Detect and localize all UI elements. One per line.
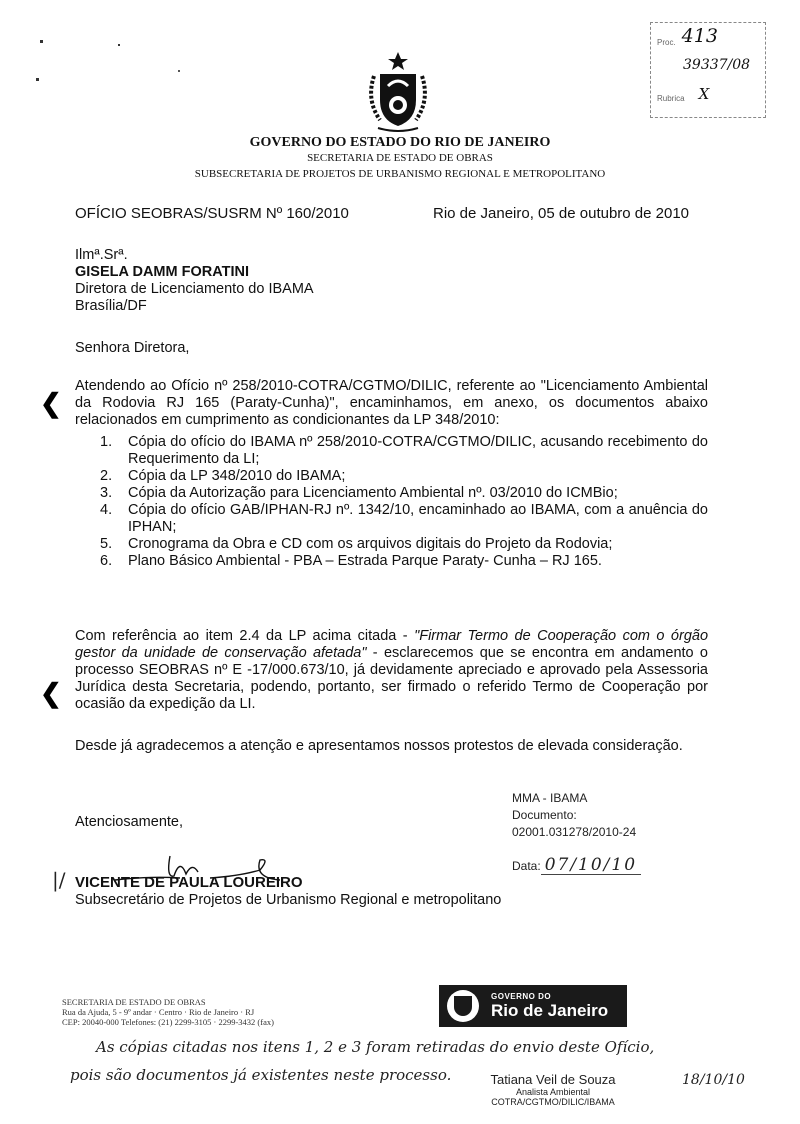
item-number: 3. — [100, 485, 113, 501]
footer-address-block — [62, 997, 274, 1027]
list-item — [100, 468, 708, 485]
stamp-row-proc — [657, 27, 759, 47]
item-text: Plano Básico Ambiental - PBA – Estrada Parque Paraty- Cunha – RJ 165. — [128, 553, 602, 569]
header-subsecretariat: SUBSECRETARIA DE PROJETOS DE URBANISMO REGIONAL E METROPOLITANO — [194, 168, 606, 180]
item-number: 1. — [100, 434, 113, 450]
receipt-doc-number: 02001.031278/2010-24 — [512, 825, 637, 839]
item-text: Cópia da LP 348/2010 do IBAMA; — [128, 468, 346, 484]
handwritten-note-line-1: As cópias citadas nos itens 1, 2 e 3 foram retiradas do envio deste Ofício, — [96, 1038, 655, 1056]
item-text: Cópia do ofício do IBAMA nº 258/2010-COTRA/CGTMO/DILIC, acusando recebimento do Requerimento da LI; — [128, 434, 708, 467]
paragraph-3: Desde já agradecemos a atenção e apresentamos nossos protestos de elevada consideração. — [75, 738, 683, 754]
recipient-title: Ilmª.Srª. — [75, 247, 128, 263]
recipient-location: Brasília/DF — [75, 298, 147, 314]
stamp-row-number — [657, 53, 759, 73]
paragraph-2-quote: "Firmar Termo de Cooperação com o órgão gestor da unidade de conservação afetada" — [75, 628, 709, 661]
stamp-row-rubrica — [657, 83, 759, 103]
scan-speck — [178, 70, 180, 72]
recipient-block — [75, 247, 314, 315]
protocol-stamp — [650, 22, 766, 118]
scan-speck — [36, 78, 39, 81]
footer-contact: CEP: 20040-000 Telefones: (21) 2299-3105 · 2299-3432 (fax) — [62, 1017, 274, 1027]
header-secretariat: SECRETARIA DE ESTADO DE OBRAS — [307, 152, 493, 164]
recipient-name: GISELA DAMM FORATINI — [75, 264, 249, 280]
analyst-unit: COTRA/CGTMO/DILIC/IBAMA — [491, 1097, 615, 1107]
list-item — [100, 553, 708, 570]
stamp-label: Rubrica — [657, 94, 685, 103]
receipt-date-row — [512, 857, 641, 875]
document-list — [100, 434, 708, 570]
scan-speck — [40, 40, 43, 43]
receipt-org: MMA - IBAMA — [512, 791, 588, 805]
analyst-name: Tatiana Veil de Souza — [490, 1072, 616, 1087]
stamp-value: 413 — [681, 25, 718, 47]
closing: Atenciosamente, — [75, 814, 184, 830]
greeting: Senhora Diretora, — [75, 340, 190, 356]
list-item — [100, 434, 708, 468]
margin-mark-icon: ❮ — [40, 388, 62, 418]
paragraph-2 — [75, 628, 708, 713]
receipt-doc-label: Documento: — [512, 808, 577, 822]
coat-of-arms-icon — [360, 50, 436, 134]
item-number: 5. — [100, 536, 113, 552]
letter-place-date: Rio de Janeiro, 05 de outubro de 2010 — [433, 205, 690, 222]
stamp-label: Proc. — [657, 38, 676, 47]
footer-address: Rua da Ajuda, 5 - 9º andar · Centro · Rio de Janeiro · RJ — [62, 1007, 255, 1017]
logo-big-text: Rio de Janeiro — [491, 1000, 609, 1020]
letter-reference: OFÍCIO SEOBRAS/SUSRM Nº 160/2010 — [75, 205, 349, 222]
signer-name: VICENTE DE PAULA LOUREIRO — [75, 874, 303, 891]
margin-mark-icon: ❮ — [40, 678, 62, 708]
list-item — [100, 485, 708, 502]
recipient-role: Diretora de Licenciamento do IBAMA — [75, 281, 314, 297]
analyst-stamp — [482, 1072, 624, 1107]
rj-government-logo — [439, 985, 627, 1027]
header-government: GOVERNO DO ESTADO DO RIO DE JANEIRO — [249, 135, 551, 150]
handwritten-note-line-2: pois são documentos já existentes neste processo. — [70, 1066, 452, 1084]
receipt-stamp — [512, 790, 641, 875]
analyst-role: Analista Ambiental — [515, 1087, 591, 1097]
receipt-date-value: 07/10/10 — [541, 857, 641, 875]
stamp-value: 39337/08 — [683, 57, 751, 73]
paragraph-1: Atendendo ao Ofício nº 258/2010-COTRA/CGTMO/DILIC, referente ao "Licenciamento Ambiental da Rodovia RJ 165 (Paraty-Cunha)", encaminhamos, em anexo, os documentos abaixo relacionados em cumprimento as condicionantes da LP 348/2010: — [75, 378, 708, 428]
list-item — [100, 536, 708, 553]
footer-org: SECRETARIA DE ESTADO DE OBRAS — [62, 997, 206, 1007]
signature-initial: |/ — [52, 868, 66, 892]
logo-small-text: GOVERNO DO — [491, 991, 552, 1001]
scan-speck — [118, 44, 120, 46]
stamp-value: X — [698, 85, 710, 103]
paragraph-2-prefix: Com referência ao item 2.4 da LP acima citada - — [75, 628, 415, 644]
item-text: Cronograma da Obra e CD com os arquivos digitais do Projeto da Rodovia; — [128, 536, 613, 552]
receipt-date-label: Data: — [512, 859, 541, 873]
signer-role: Subsecretário de Projetos de Urbanismo Regional e metropolitano — [75, 892, 502, 908]
item-number: 2. — [100, 468, 113, 484]
item-number: 6. — [100, 553, 113, 569]
rj-emblem-icon — [447, 990, 479, 1022]
handwritten-signature-date: 18/10/10 — [682, 1072, 745, 1088]
item-text: Cópia do ofício GAB/IPHAN-RJ nº. 1342/10, encaminhado ao IBAMA, com a anuência do IPHAN; — [128, 502, 708, 535]
paragraph-2-suffix: - esclarecemos que se encontra em andamento o processo SEOBRAS nº E -17/000.673/10, já devidamente apreciado e aprovado pela Assessoria Jurídica desta Secretaria, podendo, portanto, ser firmado o referido Termo de Cooperação por ocasião da expedição da LI. — [75, 645, 708, 712]
item-text: Cópia da Autorização para Licenciamento Ambiental nº. 03/2010 do ICMBio; — [128, 485, 618, 501]
list-item — [100, 502, 708, 536]
item-number: 4. — [100, 502, 113, 518]
